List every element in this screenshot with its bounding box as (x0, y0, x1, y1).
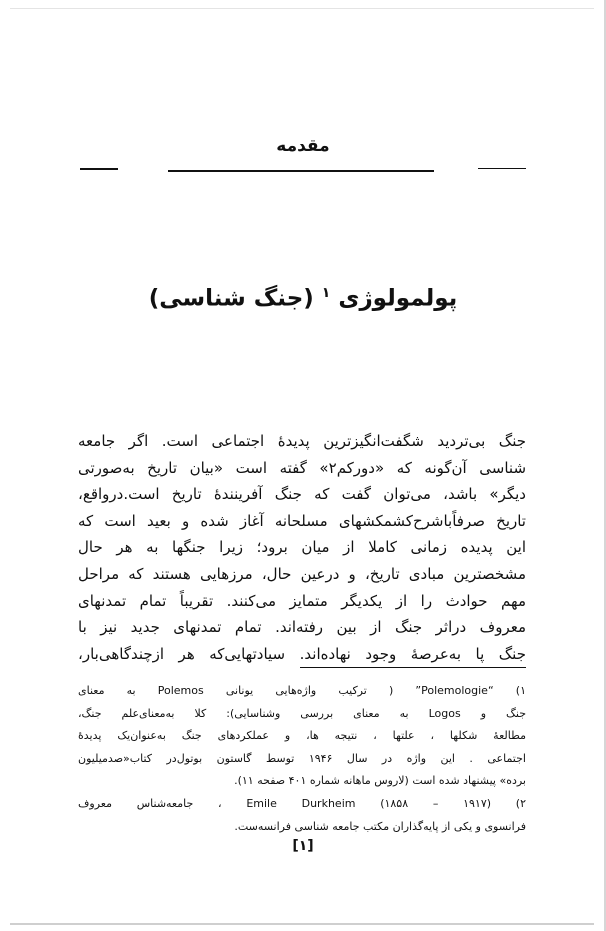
footnote-separator (300, 667, 526, 668)
footnote-line: فرانسوی و یکی از پایه‌گذاران مکتب جامعه شناسی فرانسه‌ست. (234, 819, 526, 833)
footnote-line: مطالعهٔ شکلها ، علتها ، نتیجه ها، و عملکردهای جنگ به‌عنوان‌یک پدیدهٔ (78, 729, 526, 743)
section-title: مقدمه (276, 136, 330, 156)
body-line: مشخصترین مبادی تاریخ، و درعین حال، مرزهایی هستند که مراحل (78, 564, 526, 583)
bottom-edge-rule (10, 923, 594, 925)
body-paragraph (78, 428, 526, 667)
page-number: [۱] (292, 838, 314, 854)
body-line: دیگر» باشد، می‌توان گفت که جنگ آفرینندهٔ تاریخ است.درواقع، (78, 485, 526, 504)
body-line: مهم حوادث را از یکدیگر متمایز می‌کنند. تقریباً تمام تمدنهای (78, 591, 526, 610)
top-edge-rule (10, 8, 594, 9)
body-line: شناسی آن‌گونه که «دورکم۲» گفته است «بیان تاریخ به‌صورتی (78, 458, 527, 477)
body-line: این پدیده زمانی کاملا از میان برود؛ زیرا جنگها به هر حال (78, 538, 526, 557)
footnote-line: ۲) Emile Durkheim (۱۸۵۸ – ۱۹۱۷) ، جامعه‌شناس معروف (78, 796, 526, 810)
chapter-footnote-marker: ۱ (321, 285, 331, 301)
footnote-line: جنگ و Logos به معنای بررسی وشناسایی): کلا به‌معنای‌علم جنگ، (78, 706, 526, 720)
title-underline-left (80, 168, 118, 170)
body-line: جنگ بی‌تردید شگفت‌انگیزترین پدیدهٔ اجتماعی است. اگر جامعه‌ (78, 432, 526, 450)
title-underline-right (478, 168, 526, 169)
body-line: جنگ پا به‌عرصهٔ وجود نهاده‌اند. سیادتهایی‌که هر ازچندگاهی‌بار، (78, 644, 526, 663)
chapter-title (0, 285, 606, 312)
title-underline (168, 170, 434, 172)
body-line: تاریخ صرفاًباشرح‌کشمکشهای مسلحانه آغاز شده و بعید است که (78, 511, 526, 530)
footnote-line: اجتماعی . این واژه در سال ۱۹۴۶ توسط گاستون بوتول‌در کتاب‌«صدمیلیون (78, 751, 526, 765)
footnote-line: برده» پیشنهاد شده است (لاروس ماهانه شماره ۴۰۱ صفحه ۱۱). (234, 774, 526, 788)
footnotes (78, 680, 526, 838)
body-line: معروف دراثر جنگ از بین رفته‌اند. تمام تمدنهای جدید نیز با (78, 618, 526, 637)
chapter-title-text: پولمولوژی (338, 285, 458, 312)
chapter-subtitle: (جنگ شناسی) (148, 285, 314, 312)
footnote-line: ۱) “Polemologie” ( ترکیب واژه‌هایی یونانی Polemos به معنای (78, 684, 526, 697)
